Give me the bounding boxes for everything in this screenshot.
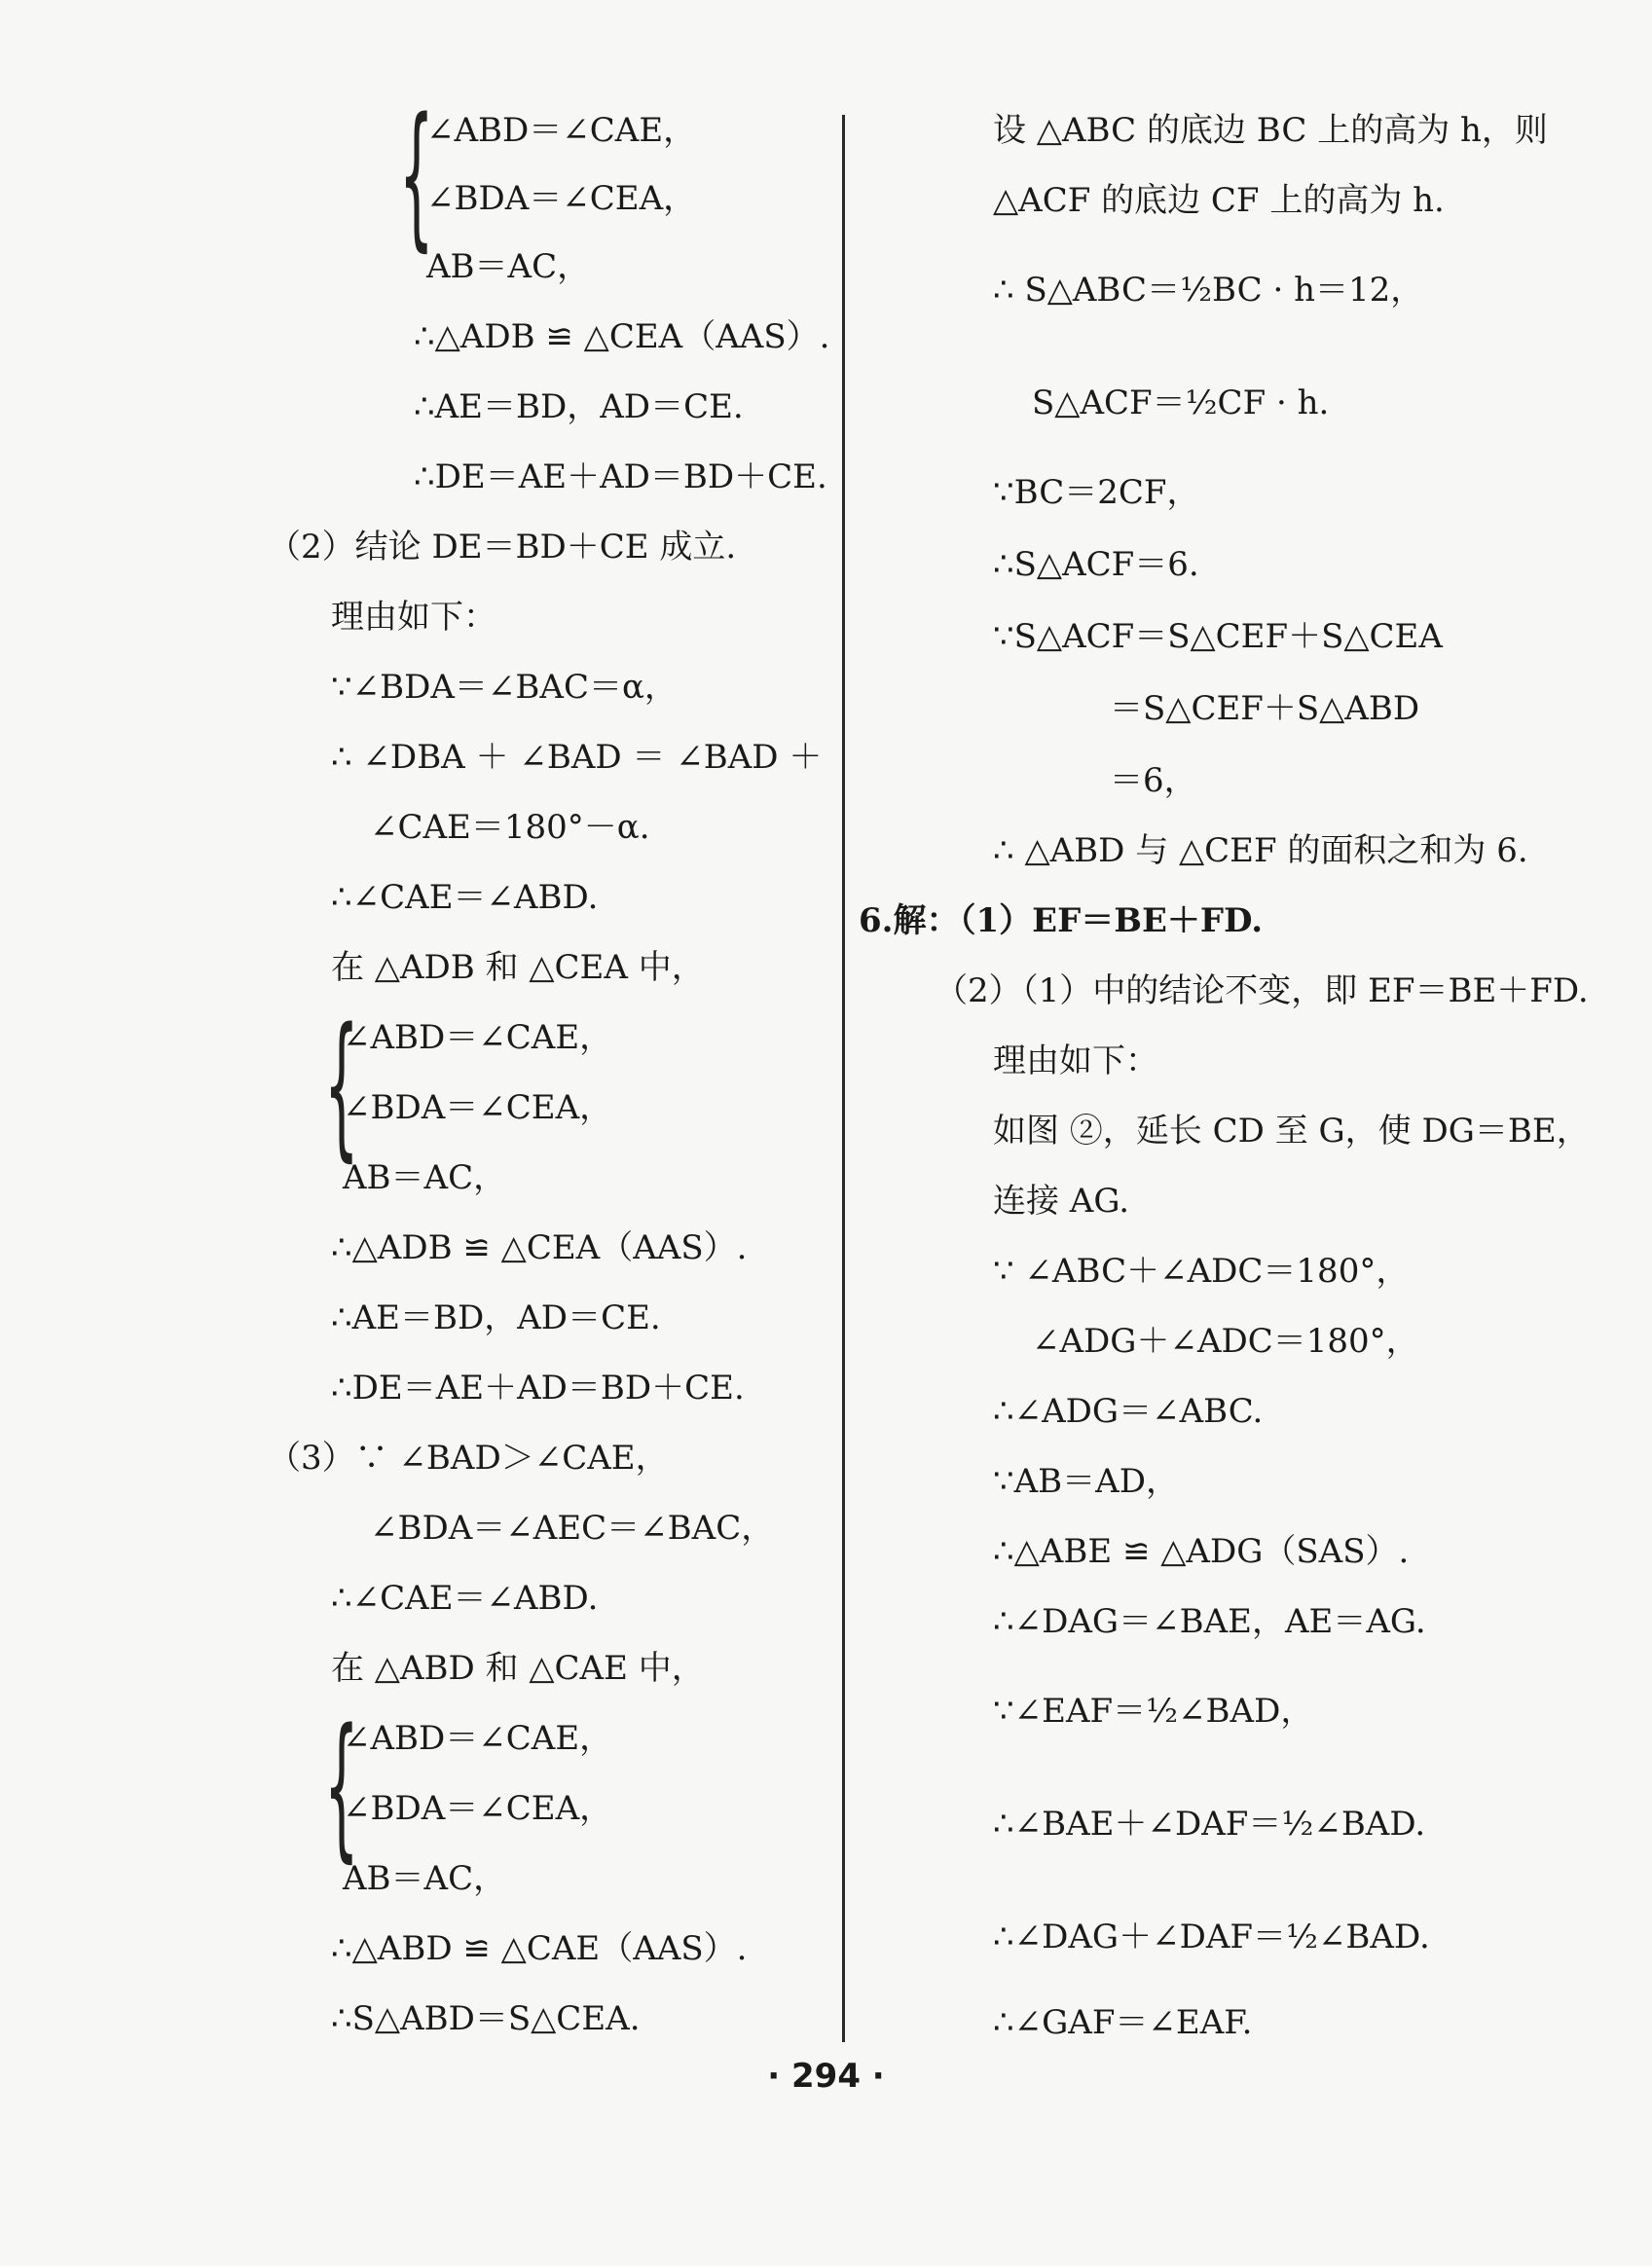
equation-line: ∴∠DAG＝∠BAE，AE＝AG. xyxy=(993,1602,1426,1641)
equation-line: ∴∠CAE＝∠ABD. xyxy=(331,878,599,917)
system-brace: { xyxy=(399,84,434,266)
equation-line: ∴AE＝BD，AD＝CE. xyxy=(331,1298,661,1337)
text-line: 理由如下： xyxy=(993,1042,1158,1080)
text-line: 连接 AG. xyxy=(993,1182,1130,1221)
equation-line: ∠ABD＝∠CAE， xyxy=(426,111,697,150)
equation-line: ∴△ADB ≌ △CEA（AAS）. xyxy=(414,317,830,356)
equation-line: ∵BC＝2CF， xyxy=(993,473,1200,512)
equation-line: ∴△ABE ≌ △ADG（SAS）. xyxy=(993,1532,1410,1571)
text-line: （2）（1）中的结论不变，即 EF＝BE＋FD. xyxy=(935,971,1589,1010)
system-brace: { xyxy=(324,1695,359,1877)
equation-line: ∵AB＝AD， xyxy=(993,1462,1179,1501)
system-brace: { xyxy=(324,994,359,1176)
text-line: 在 △ABD 和 △CAE 中， xyxy=(331,1649,705,1688)
equation-line: ∵∠EAF＝½∠BAD， xyxy=(993,1692,1314,1731)
equation-line: ∴△ABD ≌ △CAE（AAS）. xyxy=(331,1929,748,1968)
equation-line: ∴∠GAF＝∠EAF. xyxy=(993,2003,1253,2042)
equation-line: ＝S△CEF＋S△ABD xyxy=(1110,689,1420,728)
equation-line: ∴△ADB ≌ △CEA（AAS）. xyxy=(331,1228,748,1267)
equation-line: AB＝AC， xyxy=(426,247,591,286)
equation-line: ∠ABD＝∠CAE， xyxy=(343,1018,613,1057)
equation-line: ∠BDA＝∠CEA， xyxy=(343,1088,613,1127)
equation-line: ∴∠CAE＝∠ABD. xyxy=(331,1579,599,1618)
equation-line: ∠ADG＋∠ADC＝180°， xyxy=(1032,1322,1419,1361)
text-line: 设 △ABC 的底边 BC 上的高为 h，则 xyxy=(993,111,1548,150)
equation-line: ∠BDA＝∠CEA， xyxy=(343,1789,613,1828)
equation-line: ∵∠BDA＝∠BAC＝α， xyxy=(331,668,678,707)
equation-line: ∵ ∠ABC＋∠ADC＝180°， xyxy=(993,1252,1410,1291)
column-divider xyxy=(842,115,845,2042)
equation-line: ∠CAE＝180°－α. xyxy=(370,808,650,847)
text-line: （2）结论 DE＝BD＋CE 成立. xyxy=(268,528,737,566)
text-line: 在 △ADB 和 △CEA 中， xyxy=(331,948,705,987)
equation-line: ∠BDA＝∠AEC＝∠BAC， xyxy=(370,1509,775,1548)
equation-line: ∴∠BAE＋∠DAF＝½∠BAD. xyxy=(993,1805,1426,1844)
equation-line: ∴DE＝AE＋AD＝BD＋CE. xyxy=(331,1369,745,1407)
equation-line: ∴ S△ABC＝½BC · h＝12， xyxy=(993,271,1424,310)
text-line: ∴ △ABD 与 △CEF 的面积之和为 6. xyxy=(993,831,1528,870)
equation-line: ∴∠DAG＋∠DAF＝½∠BAD. xyxy=(993,1918,1430,1956)
equation-line: ∠BDA＝∠CEA， xyxy=(426,179,697,218)
page-number: · 294 · xyxy=(767,2057,885,2096)
equation-line: （3）∵ ∠BAD＞∠CAE， xyxy=(268,1439,669,1478)
equation-line: AB＝AC， xyxy=(343,1859,507,1898)
equation-line: ∴S△ABD＝S△CEA. xyxy=(331,1999,641,2038)
equation-line: ∴∠ADG＝∠ABC. xyxy=(993,1392,1264,1431)
equation-line: ∴AE＝BD，AD＝CE. xyxy=(414,387,744,426)
text-line: 如图 ②，延长 CD 至 G，使 DG＝BE， xyxy=(993,1112,1590,1151)
equation-line: S△ACF＝½CF · h. xyxy=(1032,384,1330,422)
equation-line: ∠ABD＝∠CAE， xyxy=(343,1719,613,1758)
equation-line: AB＝AC， xyxy=(343,1158,507,1197)
equation-line: ∴DE＝AE＋AD＝BD＋CE. xyxy=(414,457,827,496)
equation-line: ∴ ∠DBA ＋ ∠BAD ＝ ∠BAD ＋ xyxy=(331,738,823,777)
equation-line: ＝6， xyxy=(1110,761,1197,800)
problem-6-heading: 6.解：（1）EF＝BE＋FD. xyxy=(859,901,1264,940)
equation-line: ∴S△ACF＝6. xyxy=(993,545,1199,584)
equation-line: ∵S△ACF＝S△CEF＋S△CEA xyxy=(993,617,1443,656)
text-line: △ACF 的底边 CF 上的高为 h. xyxy=(993,181,1445,220)
text-line: 理由如下： xyxy=(331,598,496,637)
